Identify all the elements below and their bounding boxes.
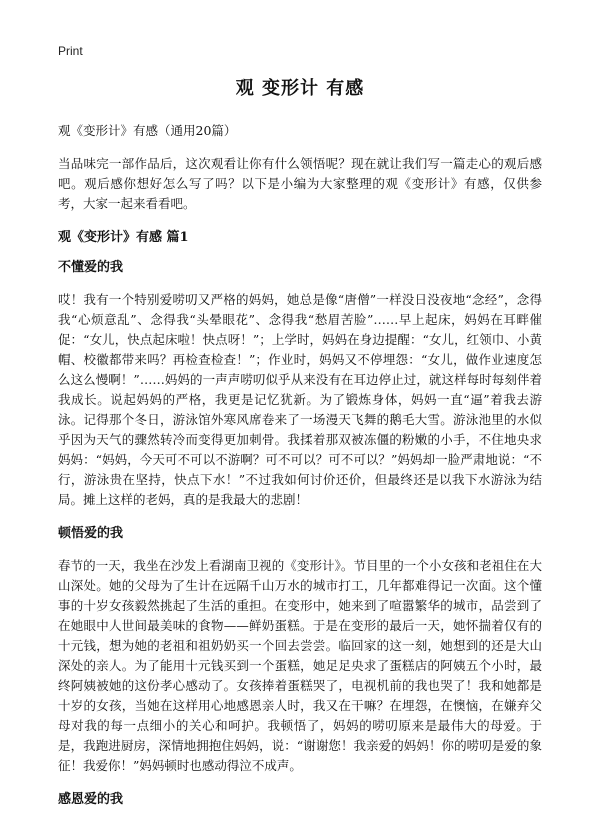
body-paragraph-2: 春节的一天，我坐在沙发上看湖南卫视的《变形计》。节目里的一个小女孩和老祖住在大山深处。她的父母为了生计在远隔千山万水的城市打工，几年都难得记一次面。这个懂事的十岁女孩毅然挑起了生活的重担。在变形中，她来到了喧嚣繁华的城市，品尝到了在她眼中人世间最美味的食物——鲜奶蛋糕。于是在变形的最后一天，她怀揣着仅有的十元钱，想为她的老祖和祖奶奶买一个回去尝尝。临回家的这一刻，她想到的还是大山深处的亲人。为了能用十元钱买到一个蛋糕，她足足央求了蛋糕店的阿姨五个小时，最终阿姨被她的这份孝心感动了。女孩捧着蛋糕哭了，电视机前的我也哭了！我和她都是十岁的女孩，当她在这样用心地感恩亲人时，我又在干嘛？在埋怨，在懊恼，在嫌弃父母对我的每一点细小的关心和呵护。我顿悟了，妈妈的唠叨原来是最伟大的母爱。于是，我跑进厨房，深情地拥抱住妈妈，说：“谢谢您！我亲爱的妈妈！你的唠叨是爱的象征！我爱你！”妈妈顿时也感动得泣不成声。: [58, 558, 542, 773]
page-title: 观 变形计 有感: [235, 78, 365, 99]
sub-heading-1: 不懂爱的我: [58, 260, 124, 275]
sub-heading-3: 感恩爱的我: [58, 792, 124, 807]
print-label[interactable]: Print: [58, 44, 83, 58]
sub-heading-2: 顿悟爱的我: [58, 526, 124, 541]
document-subtitle: 观《变形计》有感（通用20篇）: [58, 123, 237, 138]
section-heading: 观《变形计》有感 篇1: [58, 230, 189, 245]
intro-paragraph: 当品味完一部作品后，这次观看让你有什么领悟呢？现在就让我们写一篇走心的观后感吧。观后感你想好怎么写了吗？以下是小编为大家整理的观《变形计》有感，仅供参考，大家一起来看看吧。: [58, 156, 542, 211]
body-paragraph-1: 哎！我有一个特别爱唠叨又严格的妈妈，她总是像“唐僧”一样没日没夜地“念经”，念得我“心烦意乱”、念得我“头晕眼花”、念得我“愁眉苦脸”……早上起床，妈妈在耳畔催促：“女儿，快点起床啦！快点呀！”；上学时，妈妈在身边提醒：“女儿，红领巾、小黄帽、校徽都带来吗？再检查检查！”；作业时，妈妈又不停埋怨：“女儿，做作业速度怎么这么慢啊！”……妈妈的一声声唠叨似乎从来没有在耳边停止过，就这样每时每刻伴着我成长。说起妈妈的严格，我更是记忆犹新。为了锻炼身体，妈妈一直“逼”着我去游泳。记得那个冬日，游泳馆外寒风席卷来了一场漫天飞舞的鹅毛大雪。游泳池里的水似乎因为天气的骤然转冷而变得更加刺骨。我揉着那双被冻僵的粉嫩的小手，不住地央求妈妈：“妈妈，今天可不可以不游啊？可不可以？可不可以？”妈妈却一脸严肃地说：“不行，游泳贵在坚持，快点下水！”不过我如何讨价还价，但最终还是以我下水游泳为结局。摊上这样的老妈，真的是我最大的悲剧！: [58, 292, 542, 507]
